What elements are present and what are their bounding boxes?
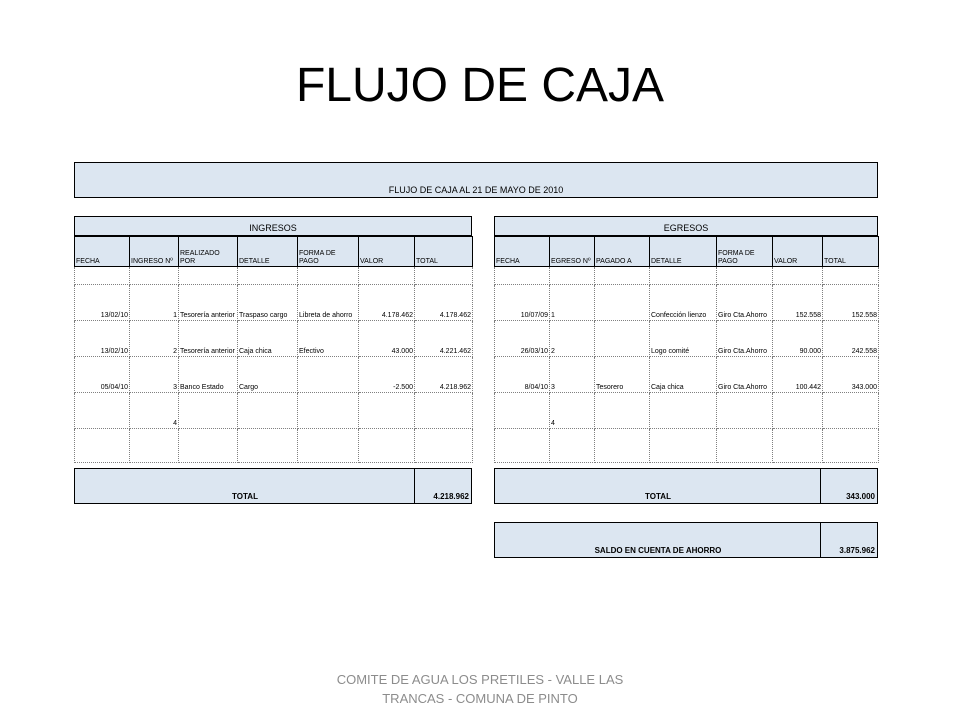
egresos-col-egreso-no: EGRESO Nº: [550, 237, 595, 267]
table-cell: Giro Cta.Ahorro: [717, 357, 773, 393]
saldo-row: [494, 522, 878, 558]
table-cell: [650, 393, 717, 429]
egresos-spacer-row: [495, 267, 879, 285]
table-cell: [595, 321, 650, 357]
table-cell: 1: [550, 285, 595, 321]
table-cell: 343.000: [823, 357, 879, 393]
table-cell: Libreta de ahorro: [298, 285, 359, 321]
table-cell: [595, 429, 650, 463]
table-cell: [298, 393, 359, 429]
table-cell: [773, 429, 823, 463]
table-cell: 2: [550, 321, 595, 357]
ingresos-title-bar: [74, 216, 472, 236]
table-cell: Caja chica: [238, 321, 298, 357]
ingresos-title: INGRESOS: [249, 223, 297, 233]
saldo-value: 3.875.962: [839, 546, 875, 555]
table-cell: [179, 393, 238, 429]
slide-title: FLUJO DE CAJA: [295, 59, 665, 112]
egresos-col-valor: VALOR: [773, 237, 823, 267]
table-cell: [595, 393, 650, 429]
table-cell: [650, 429, 717, 463]
table-cell: Traspaso cargo: [238, 285, 298, 321]
egresos-col-forma-pago: FORMA DE PAGO: [717, 237, 773, 267]
ingresos-spacer-row: [75, 267, 473, 285]
table-cell: [495, 393, 550, 429]
table-row: [495, 285, 879, 321]
egresos-total-label: TOTAL: [645, 492, 671, 501]
sheet-banner: [74, 162, 878, 198]
table-cell: 43.000: [359, 321, 415, 357]
table-cell: 05/04/10: [75, 357, 130, 393]
ingresos-col-total: TOTAL: [415, 237, 473, 267]
table-row: [495, 321, 879, 357]
table-cell: 4.221.462: [415, 321, 473, 357]
table-cell: 4.178.462: [415, 285, 473, 321]
egresos-col-pagado-a: PAGADO A: [595, 237, 650, 267]
table-cell: [717, 429, 773, 463]
ingresos-total-row: [74, 468, 472, 504]
table-cell: [415, 429, 473, 463]
table-cell: Banco Estado: [179, 357, 238, 393]
egresos-total-value: 343.000: [846, 492, 875, 501]
ingresos-col-valor: VALOR: [359, 237, 415, 267]
table-cell: [595, 285, 650, 321]
table-cell: [495, 429, 550, 463]
ingresos-header-row: [75, 237, 473, 267]
egresos-title: EGRESOS: [663, 223, 709, 233]
ingresos-col-ingreso-no: INGRESO Nº: [130, 237, 179, 267]
table-cell: [773, 393, 823, 429]
egresos-header-row: [495, 237, 879, 267]
ingresos-table: [74, 236, 473, 463]
egresos-title-bar: [494, 216, 878, 236]
table-cell: [298, 429, 359, 463]
ingresos-col-forma-pago: FORMA DE PAGO: [298, 237, 359, 267]
table-cell: 13/02/10: [75, 321, 130, 357]
table-cell: [550, 429, 595, 463]
table-row: [75, 285, 473, 321]
table-row: [495, 357, 879, 393]
table-cell: 242.558: [823, 321, 879, 357]
table-cell: 3: [550, 357, 595, 393]
table-cell: Tesorero: [595, 357, 650, 393]
table-cell: 152.558: [823, 285, 879, 321]
egresos-table: [494, 236, 879, 463]
table-row: [495, 429, 879, 463]
egresos-total-row: [494, 468, 878, 504]
table-row: [495, 393, 879, 429]
table-cell: 8/04/10: [495, 357, 550, 393]
table-cell: 90.000: [773, 321, 823, 357]
table-cell: [75, 429, 130, 463]
table-cell: [359, 429, 415, 463]
table-cell: Logo comité: [650, 321, 717, 357]
ingresos-col-fecha: FECHA: [75, 237, 130, 267]
table-cell: Giro Cta.Ahorro: [717, 321, 773, 357]
egresos-col-fecha: FECHA: [495, 237, 550, 267]
table-cell: [717, 393, 773, 429]
table-cell: Efectivo: [298, 321, 359, 357]
table-cell: 26/03/10: [495, 321, 550, 357]
table-row: [75, 393, 473, 429]
ingresos-col-realizado-por: REALIZADO POR: [179, 237, 238, 267]
table-cell: Cargo: [238, 357, 298, 393]
ingresos-col-detalle: DETALLE: [238, 237, 298, 267]
table-cell: Tesorería anterior: [179, 321, 238, 357]
table-cell: 4: [130, 393, 179, 429]
table-cell: [298, 357, 359, 393]
table-cell: 3: [130, 357, 179, 393]
table-cell: 2: [130, 321, 179, 357]
table-cell: [179, 429, 238, 463]
saldo-label: SALDO EN CUENTA DE AHORRO: [594, 546, 722, 555]
table-cell: -2.500: [359, 357, 415, 393]
sheet-banner-text: FLUJO DE CAJA AL 21 DE MAYO DE 2010: [388, 185, 564, 195]
table-cell: Confección lienzo: [650, 285, 717, 321]
ingresos-total-value: 4.218.962: [433, 492, 469, 501]
table-row: [75, 429, 473, 463]
table-cell: 4.178.462: [359, 285, 415, 321]
table-cell: [75, 393, 130, 429]
table-cell: 10/07/09: [495, 285, 550, 321]
table-cell: 13/02/10: [75, 285, 130, 321]
egresos-col-detalle: DETALLE: [650, 237, 717, 267]
table-cell: Giro Cta.Ahorro: [717, 285, 773, 321]
table-cell: 1: [130, 285, 179, 321]
table-cell: [823, 393, 879, 429]
table-row: [75, 357, 473, 393]
table-cell: [359, 393, 415, 429]
slide-footer: COMITE DE AGUA LOS PRETILES - VALLE LAS TRANCAS - COMUNA DE PINTO: [336, 672, 624, 706]
ingresos-total-label: TOTAL: [232, 492, 258, 501]
table-cell: 4.218.962: [415, 357, 473, 393]
table-cell: Tesorería anterior: [179, 285, 238, 321]
table-cell: 4: [550, 393, 595, 429]
table-cell: [238, 393, 298, 429]
table-cell: [238, 429, 298, 463]
table-cell: [415, 393, 473, 429]
table-cell: [130, 429, 179, 463]
table-cell: [823, 429, 879, 463]
egresos-col-total: TOTAL: [823, 237, 879, 267]
table-cell: 152.558: [773, 285, 823, 321]
table-cell: Caja chica: [650, 357, 717, 393]
table-row: [75, 321, 473, 357]
table-cell: 100.442: [773, 357, 823, 393]
